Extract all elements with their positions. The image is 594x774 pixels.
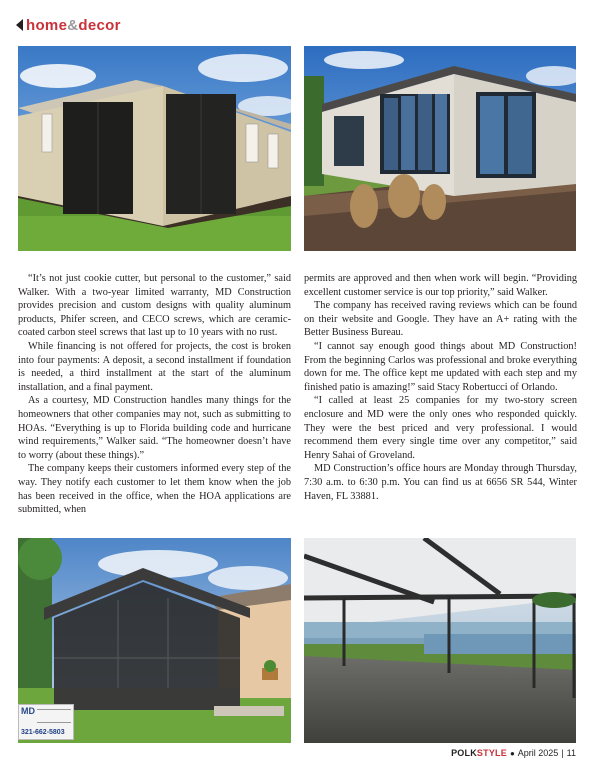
- issue-date: April 2025: [517, 748, 559, 758]
- magazine-name-part-b: STYLE: [476, 748, 507, 758]
- photo-gable-screen-enclosure: [18, 538, 291, 743]
- bullet-icon: ●: [509, 748, 515, 758]
- paragraph: “I called at least 25 companies for my two-story screen enclosure and MD were the only ones who responded quickly. They were the best priced and very professional. I would recommend them every single time over any competitor,” said Henry Sahai of Groveland.: [304, 395, 577, 461]
- article-column-right: [304, 272, 577, 503]
- photo-glass-room-exterior: [304, 46, 576, 251]
- triangle-marker-icon: [16, 19, 23, 31]
- page-footer: [451, 748, 576, 758]
- sign-text-lines: [37, 709, 71, 723]
- paragraph: “I cannot say enough good things about MD Construction! From the beginning Carlos was professional and broke everything down for me. The office kept me updated with each step and my finished patio is amazing!” said Stacy Robertucci of Orlando.: [304, 340, 577, 393]
- sign-logo: MD: [21, 706, 35, 716]
- paragraph: While financing is not offered for projects, the cost is broken into four payments: A deposit, a second installment if foundation is needed, a third installment at the start of the aluminum installation, and a final payment.: [18, 340, 291, 393]
- paragraph: As a courtesy, MD Construction handles many things for the homeowners that other companies may not, such as submitting to HOAs. “Everything is up to Florida building code and hurricane wind requirements,” Walker said. “The homeowner doesn’t have to worry (about these things).”: [18, 395, 291, 461]
- paragraph-continuation: permits are approved and then when work will begin. “Providing excellent customer service is our top priority,” said Walker.: [304, 273, 577, 298]
- paragraph: MD Construction’s office hours are Monday through Thursday, 7:30 a.m. to 6:30 p.m. You can find us at 6656 SR 544, Winter Haven, FL 33881.: [304, 463, 577, 502]
- section-header: [16, 16, 121, 34]
- magazine-name-part-a: POLK: [451, 748, 477, 758]
- yard-sign: [18, 704, 74, 740]
- section-title: home&decor: [26, 16, 121, 34]
- paragraph: The company has received raving reviews which can be found on their website and Google. They have an A+ rating with the Better Business Bureau.: [304, 300, 577, 339]
- photo-covered-patio-lake-view: [304, 538, 576, 743]
- separator: |: [561, 748, 564, 758]
- article-column-left: [18, 272, 291, 517]
- sign-phone: 321-662-5803: [21, 729, 65, 736]
- paragraph: The company keeps their customers informed every step of the way. They notify each customer to let them know when the job has been received in the office, when the HOA applications are submitted, when: [18, 463, 291, 516]
- paragraph: “It’s not just cookie cutter, but personal to the customer,” said Walker. With a two-year limited warranty, MD Construction provides precision and custom designs with quality aluminum products, Phifer screen, and CECO screws, which are ceramic-coated carbon steel screws that last up to 10 years with no rust.: [18, 273, 291, 339]
- photo-screened-lanai-exterior: [18, 46, 291, 251]
- page-number: 11: [566, 748, 576, 758]
